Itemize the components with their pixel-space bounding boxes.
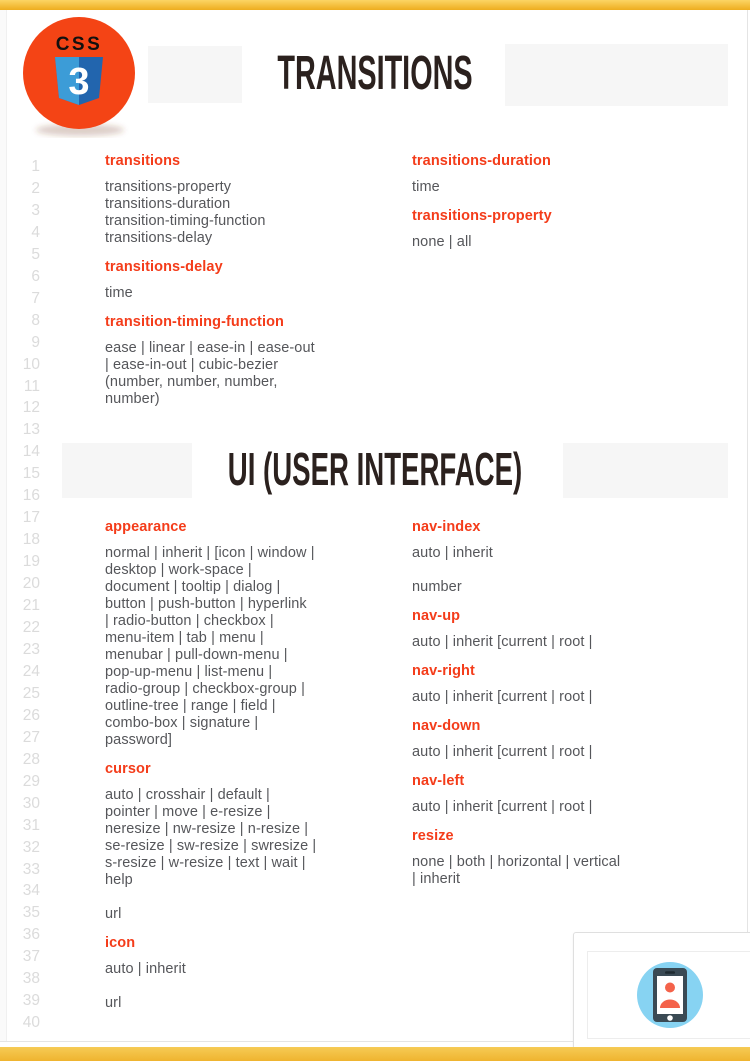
line-number: 40 <box>22 1014 40 1032</box>
property-values: transitions-property transitions-duration transition-timing-function transitions-delay <box>105 179 266 246</box>
css3-logo-icon <box>18 14 142 138</box>
line-number: 6 <box>31 267 40 285</box>
line-number: 15 <box>22 465 40 483</box>
page-right-edge <box>747 10 748 1042</box>
line-number: 30 <box>22 794 40 812</box>
line-number: 29 <box>22 772 40 790</box>
property-values: auto | inherit [current | root | <box>412 799 593 815</box>
line-number: 33 <box>22 860 40 878</box>
property-heading: transition-timing-function <box>105 314 284 330</box>
line-number: 13 <box>22 421 40 439</box>
title-side-panel <box>148 46 242 103</box>
line-number: 14 <box>22 443 40 461</box>
property-values: normal | inherit | [icon | window | desktop | work-space | document | tooltip | dialog | button | push-button | hyperlink | radio-button | checkbox | menu-item | tab | menu | menubar | pull-down-menu | pop-up-menu | list-menu | radio-group | checkbox-group | outline-tree | range | field | combo-box | signature | password] <box>105 545 315 748</box>
line-number: 21 <box>22 597 40 615</box>
section-title-transitions: TRANSITIONS <box>277 47 473 100</box>
ui-left-column <box>105 519 355 1012</box>
line-number: 35 <box>22 904 40 922</box>
title-side-panel <box>563 443 728 498</box>
property-values: number <box>412 579 462 595</box>
line-number: 1 <box>31 158 40 175</box>
property-values: none | both | horizontal | vertical | inherit <box>412 854 621 887</box>
property-heading: nav-left <box>412 773 465 789</box>
property-values: time <box>105 285 133 301</box>
property-heading: icon <box>105 935 136 951</box>
title-side-panel <box>62 443 192 498</box>
property-heading: transitions-delay <box>105 259 223 275</box>
property-heading: nav-index <box>412 519 481 535</box>
line-number: 8 <box>31 311 40 329</box>
css3-logo <box>18 14 142 138</box>
line-number: 9 <box>31 333 40 351</box>
title-side-panel <box>505 44 728 106</box>
property-values: url <box>105 906 122 922</box>
page-left-edge <box>0 10 7 1042</box>
property-values: auto | crosshair | default | pointer | move | e-resize | neresize | nw-resize | n-resize | se-resize | sw-resize | swresize | s-resize | w-resize | text | wait | help <box>105 787 317 888</box>
property-heading: nav-right <box>412 663 475 679</box>
promo-card <box>573 932 750 1050</box>
line-number: 28 <box>22 750 40 768</box>
line-number: 37 <box>22 948 40 966</box>
line-number: 39 <box>22 992 40 1010</box>
line-numbers <box>8 156 40 1034</box>
line-number: 20 <box>22 575 40 593</box>
line-number: 36 <box>22 926 40 944</box>
top-accent-bar <box>0 0 750 10</box>
line-number: 5 <box>31 245 40 263</box>
section-title-ui: UI (USER INTERFACE) <box>227 443 523 495</box>
property-heading: nav-up <box>412 608 461 624</box>
promo-card-inner <box>587 951 750 1039</box>
property-values: auto | inherit [current | root | <box>412 744 593 760</box>
property-values: auto | inherit [current | root | <box>412 689 593 705</box>
line-number: 27 <box>22 728 40 746</box>
line-number: 12 <box>22 399 40 417</box>
property-heading: transitions-duration <box>412 153 551 169</box>
line-number: 23 <box>22 640 40 658</box>
line-number: 31 <box>22 816 40 834</box>
line-number: 2 <box>31 179 40 197</box>
line-number: 24 <box>22 662 40 680</box>
property-heading: resize <box>412 828 454 844</box>
property-values: time <box>412 179 440 195</box>
line-number: 34 <box>22 882 40 900</box>
line-number: 16 <box>22 487 40 505</box>
line-number: 22 <box>22 619 40 637</box>
property-heading: nav-down <box>412 718 481 734</box>
property-heading: appearance <box>105 519 187 535</box>
line-number: 3 <box>31 201 40 219</box>
bottom-accent-bar <box>0 1047 750 1061</box>
line-number: 19 <box>22 553 40 571</box>
line-number: 17 <box>22 509 40 527</box>
line-number: 4 <box>31 223 40 241</box>
line-number: 18 <box>22 531 40 549</box>
property-values: url <box>105 995 122 1011</box>
line-number: 10 <box>22 355 40 373</box>
property-values: auto | inherit [current | root | <box>412 634 593 650</box>
property-values: auto | inherit <box>412 545 493 561</box>
line-number: 38 <box>22 970 40 988</box>
property-values: ease | linear | ease-in | ease-out | ease-in-out | cubic-bezier (number, number, number, number) <box>105 340 315 407</box>
line-number: 11 <box>23 377 40 395</box>
property-heading: transitions-property <box>412 208 552 224</box>
line-number: 26 <box>22 706 40 724</box>
logo-brand-text: CSS <box>55 34 103 55</box>
line-number: 25 <box>22 684 40 702</box>
ui-right-column <box>412 519 662 888</box>
line-number: 7 <box>31 289 40 307</box>
property-heading: cursor <box>105 761 151 777</box>
property-values: none | all <box>412 234 472 250</box>
property-heading: transitions <box>105 153 181 169</box>
line-number: 32 <box>22 838 40 856</box>
transitions-left-column <box>105 153 355 408</box>
logo-number-text: 3 <box>68 61 90 103</box>
transitions-right-column <box>412 153 662 251</box>
property-values: auto | inherit <box>105 961 186 977</box>
mobile-user-icon <box>636 961 704 1029</box>
